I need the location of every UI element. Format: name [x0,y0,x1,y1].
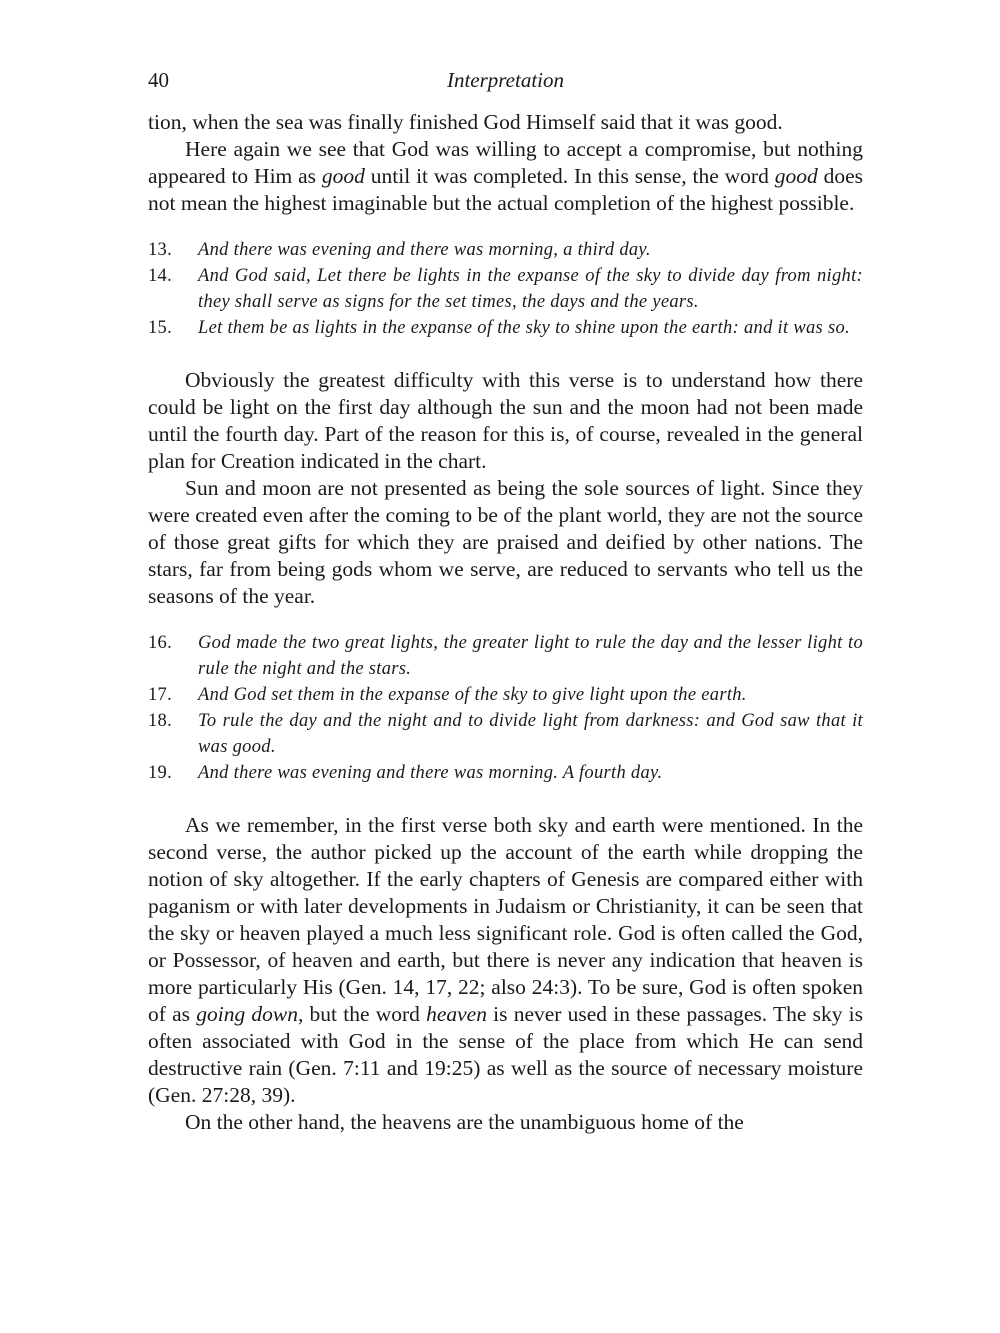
page-number: 40 [148,68,169,92]
paragraph-sky-earth [148,812,863,1109]
verse-16 [148,630,863,682]
running-title: Interpretation [446,68,565,92]
verse-number: 16. [148,633,173,653]
verse-text: God made the two great lights, the greater light to rule the day and the lesser light to rule the night and the stars. [198,633,863,679]
verse-text: And God said, Let there be lights in the expanse of the sky to divide day from night: they shall serve as signs for the set times, the days and the years. [198,266,863,312]
paragraph-text: is never used in these passages. The sky is often associated with God in the sense of the place from which He can send destructive rain (Gen. 7:11 and 19:25) as well as the source of necessary moisture (Gen. 27:28, 39). [148,1002,863,1107]
verse-block-13-15 [148,237,863,341]
verse-number: 17. [148,685,173,705]
emphasis-going-down: going down, [196,1002,304,1026]
verse-text: Let them be as lights in the expanse of the sky to shine upon the earth: and it was so. [198,318,850,338]
paragraph-light-difficulty: Obviously the greatest difficulty with this verse is to understand how there could be light on the first day although the sun and the moon had not been made until the fourth day. Part of the reason for this is, of course, revealed in the general plan for Creation indicated in the chart. [148,368,863,473]
verse-number: 18. [148,711,173,731]
verse-number: 19. [148,763,173,783]
paragraph-compromise [148,136,863,217]
emphasis-good: good [774,164,818,188]
verse-18 [148,708,863,760]
verse-text: And there was evening and there was morning. A fourth day. [198,763,663,783]
paragraph-text: until it was completed. In this sense, the word [364,164,775,188]
verse-15 [148,315,863,341]
verse-14 [148,263,863,315]
paragraph-text: As we remember, in the first verse both sky and earth were mentioned. In the second verse, the author picked up the account of the earth while dropping the notion of sky altogether. If the early chapters of Genesis are compared either with paganism or with later developments in Judaism or Christianity, it can be seen that the sky or heaven played a much less significant role. God is often called the God, or Possessor, of heaven and earth, but there is never any indication that heaven is more particularly His (Gen. 14, 17, 22; also 24:3). To be sure, God is often spoken of as [148,813,863,1026]
verse-text: To rule the day and the night and to divide light from darkness: and God saw that it was good. [198,711,863,757]
paragraph-heavens-home: On the other hand, the heavens are the unambiguous home of the [185,1110,744,1134]
paragraph-text: Here again we see that God was willing to accept a compromise, but nothing appeared to Him as [148,137,863,188]
paragraph-continuation: tion, when the sea was finally finished God Himself said that it was good. [148,110,783,134]
page-header [148,68,863,98]
emphasis-good: good [321,164,365,188]
verse-text: And God set them in the expanse of the sky to give light upon the earth. [198,685,747,705]
paragraph-text: does not mean the highest imaginable but the actual completion of the highest possible. [148,164,863,215]
verse-number: 14. [148,266,173,286]
emphasis-heaven: heaven [426,1002,487,1026]
verse-text: And there was evening and there was morning, a third day. [198,240,651,260]
verse-number: 15. [148,318,173,338]
verse-17 [148,682,863,708]
verse-block-16-19 [148,630,863,786]
verse-19 [148,760,863,786]
paragraph-sun-moon: Sun and moon are not presented as being the sole sources of light. Since they were created even after the coming to be of the plant world, they are not the source of those great gifts for which they are praised and deified by other nations. The stars, far from being gods whom we serve, are reduced to servants who tell us the seasons of the year. [148,476,863,608]
verse-number: 13. [148,240,173,260]
page-body [148,109,863,1136]
verse-13 [148,237,863,263]
paragraph-text: but the word [303,1002,427,1026]
